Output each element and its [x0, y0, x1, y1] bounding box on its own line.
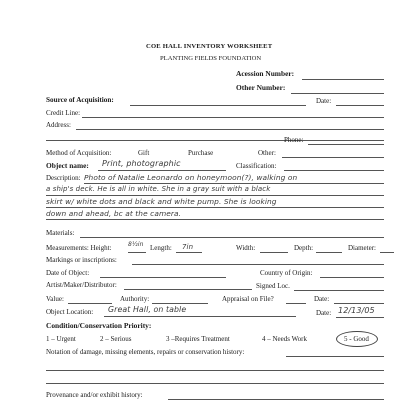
authority-line[interactable] — [152, 303, 208, 304]
width-line[interactable] — [260, 252, 288, 253]
date-of-object-label: Date of Object: — [46, 269, 90, 277]
appraisal-on-file-label: Appraisal on File? — [222, 295, 274, 303]
classification-label: Classification: — [236, 162, 277, 170]
condition-option-good[interactable]: 5 - Good — [344, 335, 369, 343]
height-value: 8½in — [128, 241, 144, 248]
depth-label: Depth: — [294, 244, 314, 252]
source-date-label: Date: — [316, 97, 332, 105]
length-value: 7in — [182, 243, 194, 251]
condition-option-requires-treatment[interactable]: 3 –Requires Treatment — [166, 335, 230, 343]
source-of-acquisition-line[interactable] — [130, 105, 306, 106]
value-label: Value: — [46, 295, 64, 303]
address-label: Address: — [46, 121, 71, 129]
description-text-3: skirt w/ white dots and black and white pump. She is looking — [46, 197, 277, 206]
location-date-label: Date: — [316, 309, 332, 317]
description-line-3[interactable] — [46, 207, 384, 208]
credit-line-line[interactable] — [82, 117, 384, 118]
appraisal-date-label: Date: — [314, 295, 330, 303]
notation-line-2[interactable] — [46, 370, 384, 371]
location-date-line[interactable] — [336, 317, 384, 318]
description-text-4: down and ahead, bc at the camera. — [46, 209, 182, 218]
object-location-line[interactable] — [104, 316, 296, 317]
phone-label: Phone: — [284, 136, 304, 144]
object-name-line[interactable] — [98, 170, 226, 171]
condition-option-urgent[interactable]: 1 – Urgent — [46, 335, 76, 343]
address-line-2[interactable] — [46, 140, 384, 141]
accession-number-line[interactable] — [302, 79, 384, 80]
condition-heading: Condition/Conservation Priority: — [46, 321, 152, 330]
address-line-1[interactable] — [76, 129, 384, 130]
markings-label: Markings or inscriptions: — [46, 256, 117, 264]
credit-line-label: Credit Line: — [46, 109, 81, 117]
condition-option-serious[interactable]: 2 – Serious — [100, 335, 132, 343]
description-line-2[interactable] — [46, 195, 384, 196]
notation-label: Notation of damage, missing elements, repairs or conservation history: — [46, 348, 245, 356]
purchase-option[interactable]: Purchase — [188, 149, 214, 157]
other-option-label: Other: — [258, 149, 276, 157]
artist-maker-label: Artist/Maker/Distributor: — [46, 281, 117, 289]
measurements-height-label: Measurements: Height: — [46, 244, 112, 252]
appraisal-on-file-line[interactable] — [286, 303, 306, 304]
source-of-acquisition-label: Source of Acquisition: — [46, 96, 114, 104]
signed-loc-line[interactable] — [294, 290, 384, 291]
other-number-line[interactable] — [291, 93, 384, 94]
other-number-label: Other Number: — [236, 83, 286, 92]
classification-line[interactable] — [284, 170, 384, 171]
worksheet-title: COE HALL INVENTORY WORKSHEET — [146, 43, 273, 50]
description-line-4[interactable] — [46, 219, 384, 220]
length-label: Length: — [150, 244, 172, 252]
notation-line-1[interactable] — [286, 356, 384, 357]
condition-option-needs-work[interactable]: 4 – Needs Work — [262, 335, 307, 343]
value-line[interactable] — [68, 303, 112, 304]
country-of-origin-label: Country of Origin: — [260, 269, 313, 277]
description-text-2: a ship's deck. He is all in white. She in a gray suit with a black — [46, 185, 271, 193]
object-name-value: Print, photographic — [102, 159, 181, 168]
artist-maker-line[interactable] — [124, 289, 252, 290]
selected-condition-circle — [336, 331, 378, 347]
markings-line[interactable] — [132, 264, 384, 265]
diameter-line[interactable] — [380, 252, 394, 253]
method-of-acquisition-label: Method of Acquisition: — [46, 149, 112, 157]
country-of-origin-line[interactable] — [320, 277, 384, 278]
signed-loc-label: Signed Loc. — [256, 282, 290, 290]
date-of-object-line[interactable] — [100, 277, 226, 278]
worksheet-subtitle: PLANTING FIELDS FOUNDATION — [160, 55, 262, 62]
depth-line[interactable] — [316, 252, 342, 253]
notation-line-3[interactable] — [46, 383, 384, 384]
width-label: Width: — [236, 244, 256, 252]
authority-label: Authority: — [120, 295, 150, 303]
phone-line[interactable] — [308, 144, 384, 145]
description-text-1: Photo of Natalie Leonardo on honeymoon(?), walking on — [84, 173, 298, 182]
diameter-label: Diameter: — [348, 244, 376, 252]
materials-label: Materials: — [46, 229, 75, 237]
accession-number-label: Acession Number: — [236, 69, 295, 78]
height-line[interactable] — [128, 252, 146, 253]
object-location-label: Object Location: — [46, 308, 94, 316]
object-location-value: Great Hall, on table — [108, 305, 187, 314]
provenance-label: Provenance and/or exhibit history: — [46, 391, 143, 399]
object-name-label: Object name: — [46, 161, 89, 170]
source-date-line[interactable] — [336, 105, 384, 106]
appraisal-date-line[interactable] — [334, 303, 384, 304]
length-line[interactable] — [176, 252, 202, 253]
other-option-line[interactable] — [282, 157, 384, 158]
gift-option[interactable]: Gift — [138, 149, 150, 157]
materials-line[interactable] — [80, 237, 384, 238]
description-line-1[interactable] — [84, 183, 384, 184]
location-date-value: 12/13/05 — [338, 306, 375, 315]
description-label: Description: — [46, 174, 81, 182]
